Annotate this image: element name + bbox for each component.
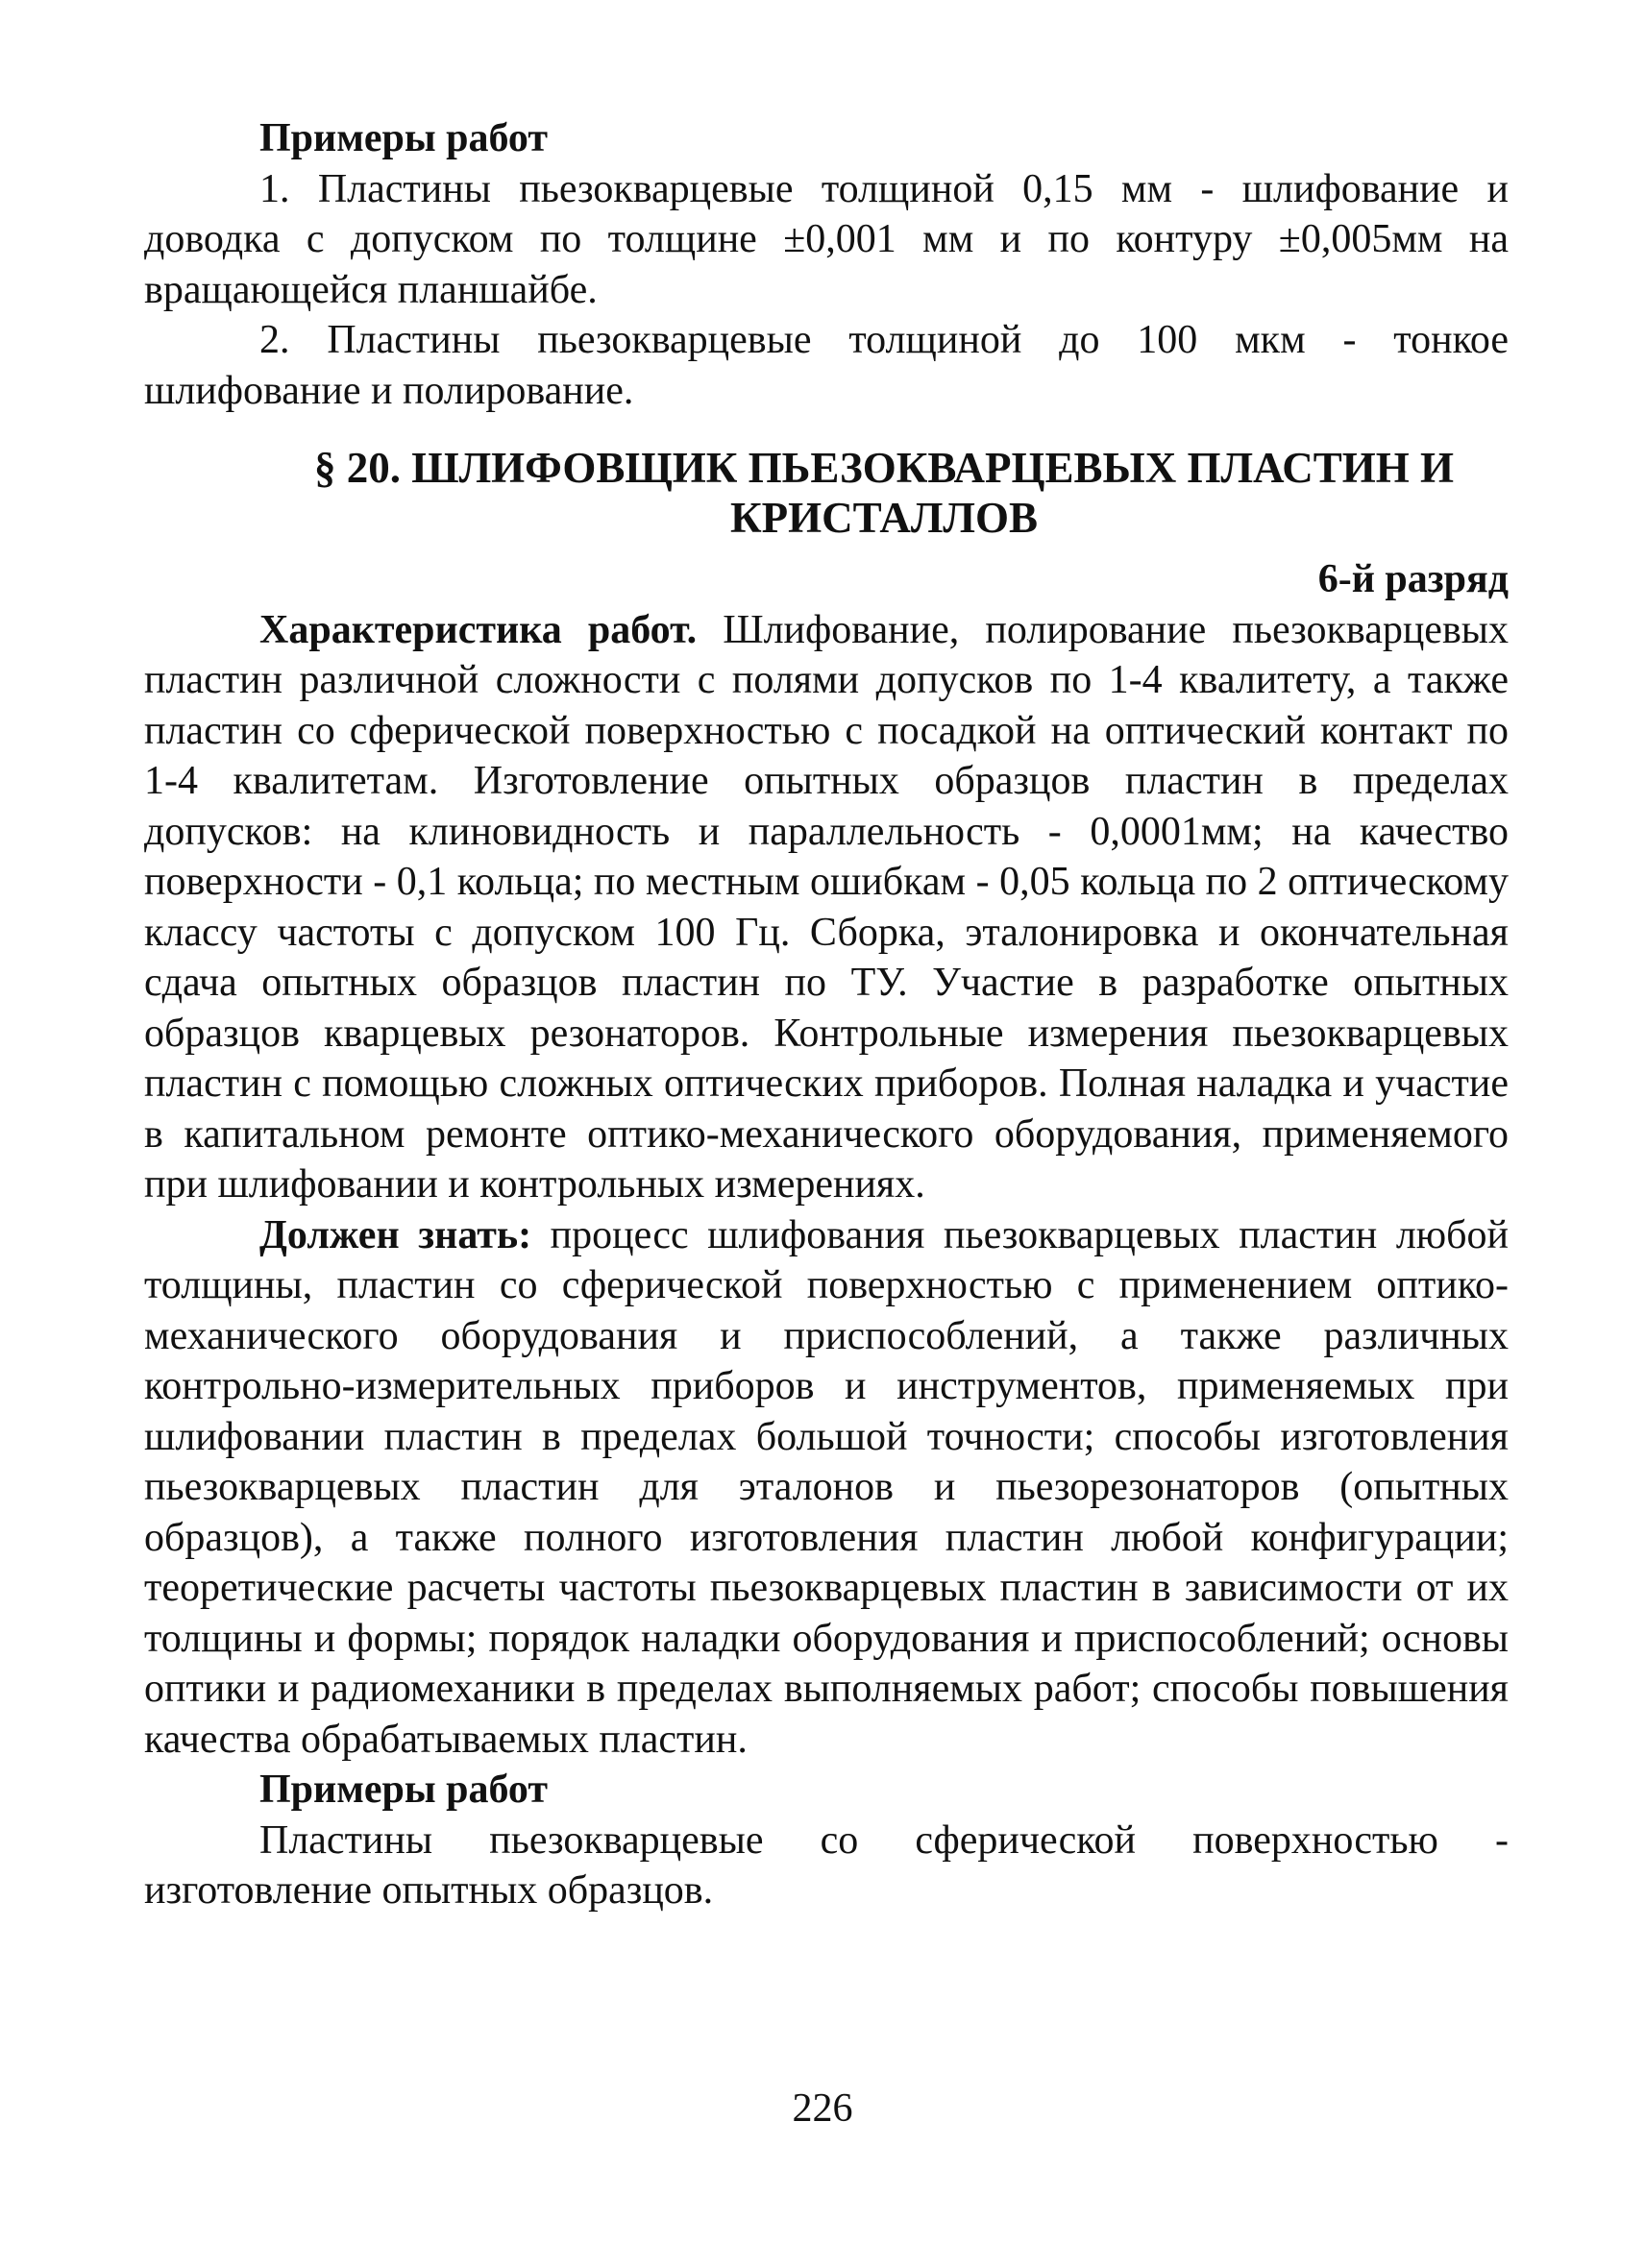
section-title-line-1: § 20. ШЛИФОВЩИК ПЬЕЗОКВАРЦЕВЫХ ПЛАСТИН И <box>313 444 1455 492</box>
characteristics-text: Шлифование, полирование пьезокварцевых пластин различной сложности с полями допусков по 1-4 квалитету, а также пластин со сферической поверхностью с посадкой на оптический контакт по 1-4 квалитетам. Изготовление опытных образцов пластин в пределах допусков: на клиновидность и параллельность - 0,0001мм; на качество поверхности - 0,1 кольца; по местным ошибкам - 0,05 кольца по 2 оптическому классу частоты с допуском 100 Гц. Сборка, эталонировка и окончательная сдача опытных образцов пластин по ТУ. Участие в разработке опытных образцов кварцевых резонаторов. Контрольные измерения пьезокварцевых пластин с помощью сложных оптических приборов. Полная наладка и участие в капитальном ремонте оптико-механического оборудования, применяемого при шлифовании и контрольных измерениях. <box>144 607 1509 1207</box>
section-title-line-2: КРИСТАЛЛОВ <box>730 494 1038 542</box>
section-title <box>259 443 1509 543</box>
knowledge-text: процесс шлифования пьезокварцевых пластин любой толщины, пластин со сферической поверхностью с применением оптико-механического оборудования и приспособлений, а также различных контрольно-измерительных приборов и инструментов, применяемых при шлифовании пластин в пределах большой точности; способы изготовления пьезокварцевых пластин для эталонов и пьезорезонаторов (опытных образцов), а также полного изготовления пластин любой конфигурации; теоретические расчеты частоты пьезокварцевых пластин в зависимости от их толщины и формы; порядок наладки оборудования и приспособлений; основы оптики и радиомеханики в пределах выполняемых работ; способы повышения качества обрабатываемых пластин. <box>144 1212 1510 1762</box>
characteristics-paragraph <box>144 605 1509 1210</box>
document-page <box>144 113 1509 1916</box>
knowledge-paragraph <box>144 1210 1509 1766</box>
spacer <box>144 416 1509 443</box>
grade-label: 6-й разряд <box>1317 557 1509 601</box>
examples-heading-bottom: Примеры работ <box>259 1768 549 1812</box>
page-number: 226 <box>792 2086 853 2131</box>
example-item-sphere: Пластины пьезокварцевые со сферической поверхностью - изготовление опытных образцов. <box>144 1817 1509 1913</box>
example-item-1: 1. Пластины пьезокварцевые толщиной 0,15 мм - шлифование и доводка с допуском по толщине ±0,001 мм и по контуру ±0,005мм на вращающейся планшайбе. <box>144 166 1509 312</box>
knowledge-label: Должен знать: <box>259 1212 532 1257</box>
examples-heading-top: Примеры работ <box>259 116 549 160</box>
example-item-2: 2. Пластины пьезокварцевые толщиной до 100 мкм - тонкое шлифование и полирование. <box>144 318 1509 413</box>
characteristics-label: Характеристика работ. <box>259 607 698 652</box>
